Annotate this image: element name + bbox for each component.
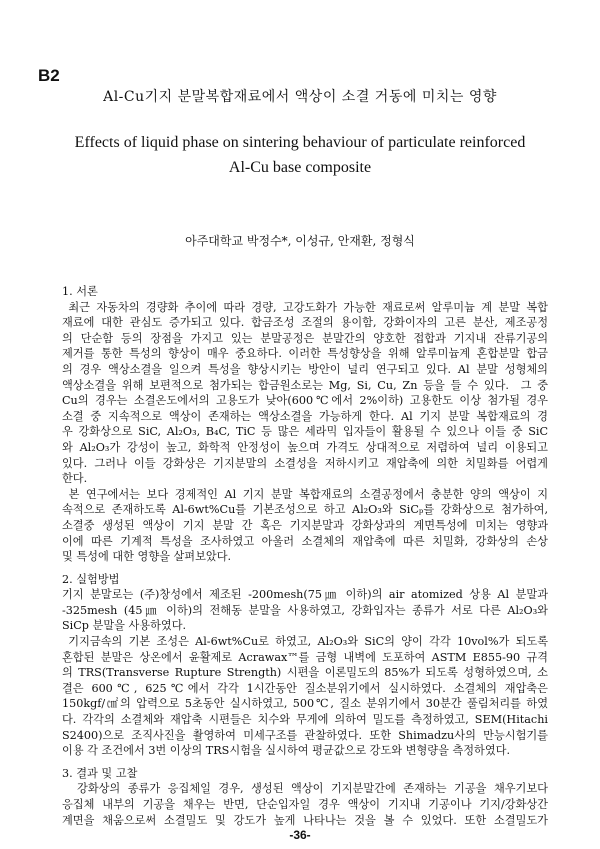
document-body [62, 284, 548, 828]
text-line: -325mesh (45㎛ 이하)의 전해동 분말을 사용하였고, 강화입자는 종류가 서로 다른 Al₂O₃와 [62, 603, 548, 617]
section [62, 572, 548, 759]
paragraph [62, 587, 548, 634]
text-line: Cu의 경우는 소결온도에서의 고용도가 낮아(600℃에서 2%이하) 고용한도 이상 첨가될 경우 [62, 394, 548, 408]
text-line: 우 강화상으로 SiC, Al₂O₃, B₄C, TiC 등 많은 세라믹 입자들이 활용될 수 있으나 이들 중 SiC [62, 425, 548, 439]
title-korean: Al-Cu기지 분말복합재료에서 액상이 소결 거동에 미치는 영향 [103, 89, 497, 105]
text-line: 이에 따른 기계적 특성을 조사하였고 아울러 소결체의 재압축에 따른 치밀화, 강화상의 손상 [62, 534, 548, 548]
text-line: 및 특성에 대한 영향을 살펴보았다. [62, 550, 232, 564]
text-line: 와 Al₂O₃가 강성이 높고, 화학적 안정성이 높으며 가격도 상대적으로 저렴하여 널리 이용되고 [62, 440, 548, 454]
text-line: S2400)으로 조직사진을 촬영하여 미세구조를 관찰하였다. 또한 Shimadzu사의 만능시험기를 [62, 728, 548, 742]
text-line: 이용 각 조건에서 3번 이상의 TRS시험을 실시하여 평균값으로 강도와 변형량을 측정하였다. [62, 744, 511, 758]
section-heading: 2. 실험방법 [62, 572, 120, 586]
paragraph [62, 781, 548, 828]
paragraph [62, 300, 548, 487]
text-line: 결은 600℃, 625℃에서 각각 1시간동안 질소분위기에서 실시하였다. 소결체의 재압축은 [62, 681, 548, 695]
page-number: -36- [289, 828, 311, 842]
section-heading: 3. 결과 및 고찰 [62, 766, 138, 780]
section [62, 284, 548, 565]
section [62, 766, 548, 828]
text-line: 다. 각각의 소결체와 재압축 시편들은 치수와 무게에 의하여 밀도를 측정하였고, SEM(Hitachi [62, 713, 548, 727]
text-line: 재료에 대한 관심도 증가되고 있다. 합금조성 조절의 용이함, 강화이자의 고른 분산, 제조공정 [62, 316, 548, 330]
text-line: 기지금속의 기본 조성은 Al-6wt%Cu로 하였고, Al₂O₃와 SiC의 양이 각각 10vol%가 되도록 [62, 635, 548, 649]
text-line: 소결중 생성된 액상이 기지 분말 간 혹은 기지분말과 강화상과의 계면특성에 미치는 영향과 [62, 518, 548, 532]
text-line: 기지 분말로는 (주)창성에서 제조된 -200mesh(75㎛ 이하)의 air atomized 상용 Al 분말과 [62, 588, 548, 602]
title-english-line-2: Al-Cu base composite [228, 159, 372, 176]
text-line: 소결 중 지속적으로 액상이 존재하는 액상소결을 가능하게 한다. Al 기지 분말 복합재료의 경 [62, 409, 548, 423]
authors: 아주대학교 박정수*, 이성규, 안재환, 정형식 [185, 234, 415, 248]
text-line: 한다. [62, 472, 88, 486]
text-line: 강화상의 종류가 응집체일 경우, 생성된 액상이 기지분말간에 존재하는 기공을 채우기보다 [62, 782, 548, 796]
text-line: 의 단순함 등의 장점을 가지고 있는 분말공정은 분말간의 양호한 접합과 기지내 잔류기공의 [62, 331, 548, 345]
text-line: 최근 자동차의 경량화 추이에 따라 경량, 고강도화가 가능한 재료로써 알루미늄 계 분말 복합 [62, 300, 548, 314]
text-line: 혼합된 분말은 상온에서 윤활제로 Acrawax™를 금형 내벽에 도포하여 ASTM E855-90 규격 [62, 650, 548, 664]
section-heading: 1. 서론 [62, 285, 98, 298]
text-line: 의 TRS(Transverse Rupture Strength) 시편을 이론밀도의 85%가 되도록 성형하였으며, 소 [62, 666, 548, 680]
title-english-line-1: Effects of liquid phase on sintering behaviour of particulate reinforced [74, 134, 526, 151]
text-line: 계면을 채움으로써 소결밀도 및 강도가 높게 나타나는 것을 볼 수 있었다. 또한 소결밀도가 [62, 813, 548, 827]
text-line: 의 경우 액상소결을 일으켜 특성을 향상시키는 방안이 널리 연구되고 있다. Al 분말 성형체의 [62, 362, 548, 376]
text-line: 응집체 내부의 기공을 채우는 반면, 단순입자일 경우 액상이 기지내 기공이나 기지/강화상간 [62, 798, 548, 811]
text-line: 제거를 통한 특성의 향상이 매우 중요하다. 이러한 특성향상을 위해 알루미늄계 혼합분말 합금 [62, 347, 548, 361]
paragraph [62, 634, 548, 759]
text-line: 150kgf/㎠의 압력으로 5초동안 실시하였고, 500℃, 질소 분위기에서 30분간 풀림처리를 하였 [62, 697, 548, 711]
paragraph [62, 487, 548, 565]
text-line: SiCp 분말을 사용하였다. [62, 619, 187, 633]
text-line: 속적으로 존재하도록 Al-6wt%Cu를 기본조성으로 하고 Al₂O₃와 SiCₚ를 강화상으로 첨가하여, [62, 503, 548, 517]
text-line: 있다. 그러나 이들 강화상은 기지분말의 소결성을 저하시키고 재압축에 의한 치밀화를 어렵게 [62, 456, 548, 470]
text-line: 액상소결을 위해 보편적으로 첨가되는 합금원소로는 Mg, Si, Cu, Zn 등을 들 수 있다. 그 중 [62, 378, 548, 392]
section-code: B2 [38, 66, 60, 85]
text-line: 본 연구에서는 보다 경제적인 Al 기지 분말 복합재료의 소결공정에서 충분한 양의 액상이 지 [62, 487, 548, 501]
